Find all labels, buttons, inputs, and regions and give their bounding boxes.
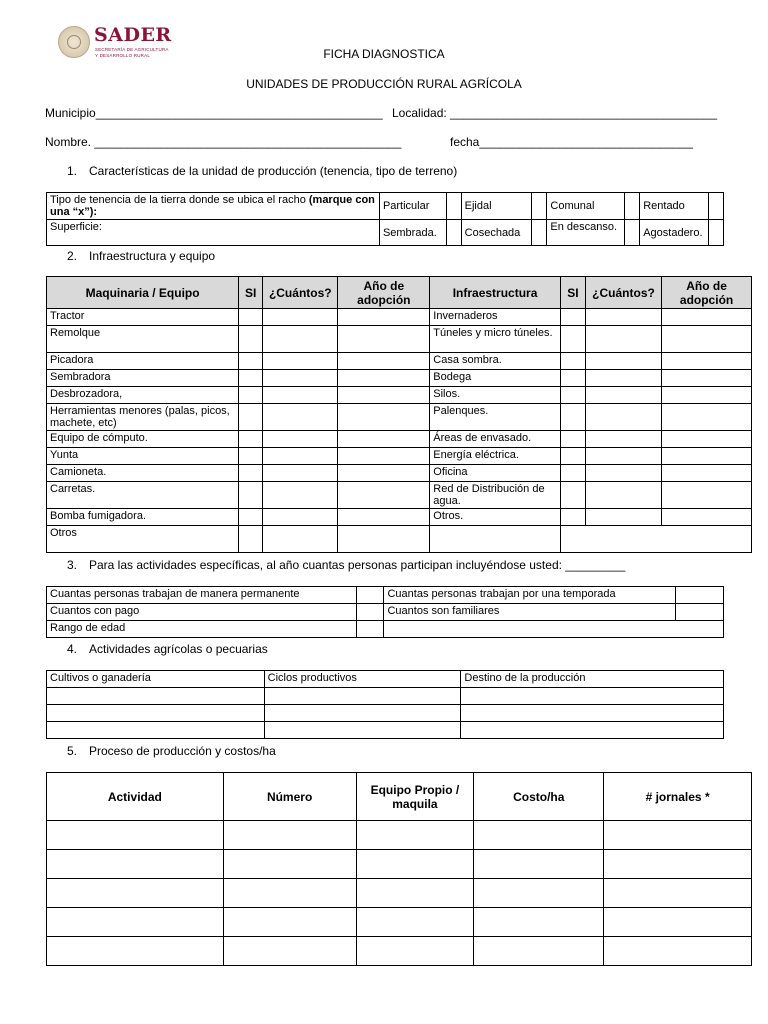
infrastructure-input[interactable] (560, 370, 585, 387)
table-row (47, 482, 752, 509)
col-header: ¿Cuántos? (263, 277, 338, 309)
equipment-input[interactable] (239, 353, 263, 370)
infrastructure-input[interactable] (662, 387, 752, 404)
table-row (47, 404, 752, 431)
infrastructure-input[interactable] (560, 326, 585, 353)
equipment-name: Equipo de cómputo. (47, 431, 239, 448)
equipment-name: Carretas. (47, 482, 239, 509)
infrastructure-input[interactable] (662, 309, 752, 326)
table-row (47, 448, 752, 465)
table-row (47, 370, 752, 387)
personnel-label: Cuantos son familiares (384, 604, 676, 621)
equipment-name: Sembradora (47, 370, 239, 387)
personnel-label: Rango de edad (47, 621, 357, 638)
infrastructure-input[interactable] (560, 509, 585, 526)
equipment-input[interactable] (263, 326, 338, 353)
document-subtitle: UNIDADES DE PRODUCCIÓN RURAL AGRÍCOLA (246, 77, 522, 91)
equipment-input[interactable] (263, 353, 338, 370)
equipment-name: Otros (47, 526, 239, 553)
infrastructure-input[interactable] (560, 353, 585, 370)
section-1-heading: 1. Características de la unidad de producción (tenencia, tipo de terreno) (67, 164, 458, 178)
activity-cell[interactable] (461, 705, 724, 722)
infrastructure-input[interactable] (560, 387, 585, 404)
cost-cell[interactable] (47, 821, 224, 850)
surface-checkbox[interactable] (625, 220, 640, 246)
table-row (47, 309, 752, 326)
infrastructure-input[interactable] (585, 482, 661, 509)
personnel-input[interactable] (384, 621, 724, 638)
activity-cell[interactable] (264, 705, 461, 722)
equipment-input[interactable] (263, 482, 338, 509)
equipment-input[interactable] (239, 509, 263, 526)
col-header: Año de adopción (338, 277, 430, 309)
col-header: Maquinaria / Equipo (47, 277, 239, 309)
equipment-name: Remolque (47, 326, 239, 353)
equipment-name: Camioneta. (47, 465, 239, 482)
tenure-checkbox[interactable] (532, 193, 547, 220)
cost-cell[interactable] (604, 821, 752, 850)
equipment-input[interactable] (239, 370, 263, 387)
equipment-name: Tractor (47, 309, 239, 326)
cost-cell[interactable] (604, 937, 752, 966)
infrastructure-name: Invernaderos (430, 309, 561, 326)
section-4-heading: 4. Actividades agrícolas o pecuarias (67, 642, 268, 656)
activity-cell[interactable] (47, 688, 265, 705)
equipment-input[interactable] (263, 309, 338, 326)
activities-table (46, 670, 724, 739)
equipment-input[interactable] (338, 448, 430, 465)
activity-cell[interactable] (47, 722, 265, 739)
infrastructure-input[interactable] (585, 309, 661, 326)
equipment-input[interactable] (239, 482, 263, 509)
equipment-input[interactable] (338, 326, 430, 353)
infrastructure-input[interactable] (662, 431, 752, 448)
surface-checkbox[interactable] (532, 220, 547, 246)
infrastructure-input[interactable] (662, 353, 752, 370)
equipment-input[interactable] (338, 509, 430, 526)
table-row (47, 326, 752, 353)
col-header: SI (560, 277, 585, 309)
equipment-input[interactable] (239, 387, 263, 404)
equipment-input[interactable] (239, 431, 263, 448)
infrastructure-input[interactable] (585, 431, 661, 448)
infrastructure-input[interactable] (585, 448, 661, 465)
cost-cell[interactable] (47, 908, 224, 937)
infrastructure-input[interactable] (585, 353, 661, 370)
cost-cell[interactable] (47, 850, 224, 879)
infrastructure-name: Otros. (430, 509, 561, 526)
personnel-table (46, 586, 724, 638)
equipment-input[interactable] (263, 387, 338, 404)
equipment-input[interactable] (263, 526, 338, 553)
infrastructure-name: Casa sombra. (430, 353, 561, 370)
table-row (47, 465, 752, 482)
document-title: FICHA DIAGNOSTICA (323, 47, 445, 61)
infrastructure-input[interactable] (585, 370, 661, 387)
cost-cell[interactable] (474, 821, 604, 850)
col-header: Destino de la producción (461, 671, 724, 688)
infrastructure-name: Palenques. (430, 404, 561, 431)
table-row (47, 526, 752, 553)
cost-cell[interactable] (474, 879, 604, 908)
cost-cell[interactable] (356, 908, 474, 937)
personnel-input[interactable] (676, 587, 724, 604)
personnel-label: Cuantas personas trabajan por una temporada (384, 587, 676, 604)
table-row (47, 387, 752, 404)
infrastructure-input[interactable] (560, 404, 585, 431)
cost-cell[interactable] (356, 821, 474, 850)
cost-cell[interactable] (604, 879, 752, 908)
equipment-input[interactable] (263, 465, 338, 482)
personnel-input[interactable] (356, 621, 384, 638)
col-header: Número (223, 773, 356, 821)
infrastructure-table (46, 276, 752, 553)
section-2-heading: 2. Infraestructura y equipo (67, 249, 216, 263)
surface-checkbox[interactable] (708, 220, 723, 246)
cost-cell[interactable] (604, 850, 752, 879)
cost-cell[interactable] (604, 908, 752, 937)
municipio-field[interactable]: Municipio___________________________________________ (45, 106, 383, 120)
infrastructure-name: Bodega (430, 370, 561, 387)
table-row (47, 431, 752, 448)
infrastructure-input[interactable] (662, 509, 752, 526)
personnel-input[interactable] (676, 604, 724, 621)
equipment-name: Herramientas menores (palas, picos, machete, etc) (47, 404, 239, 431)
activity-cell[interactable] (264, 722, 461, 739)
table-row (47, 509, 752, 526)
surface-option: Sembrada. (379, 220, 446, 246)
costs-table (46, 772, 752, 966)
infrastructure-name: Red de Distribución de agua. (430, 482, 561, 509)
equipment-input[interactable] (338, 465, 430, 482)
personnel-input[interactable] (356, 587, 384, 604)
infrastructure-input[interactable] (585, 404, 661, 431)
personnel-label: Cuantos con pago (47, 604, 357, 621)
equipment-input[interactable] (263, 404, 338, 431)
infrastructure-name: Túneles y micro túneles. (430, 326, 561, 353)
fecha-field[interactable]: fecha________________________________ (450, 135, 693, 149)
cost-cell[interactable] (223, 937, 356, 966)
activity-cell[interactable] (461, 722, 724, 739)
table-row (47, 821, 752, 850)
equipment-input[interactable] (263, 448, 338, 465)
infrastructure-input[interactable] (662, 404, 752, 431)
personnel-input[interactable] (356, 604, 384, 621)
localidad-field[interactable]: Localidad: ________________________________________ (392, 106, 717, 120)
tenure-label: Tipo de tenencia de la tierra donde se ubica el racho (marque con una “x”): (47, 193, 380, 220)
cost-cell[interactable] (47, 937, 224, 966)
infrastructure-name: Áreas de envasado. (430, 431, 561, 448)
equipment-input[interactable] (338, 526, 430, 553)
infrastructure-input[interactable] (560, 482, 585, 509)
nombre-field[interactable]: Nombre. ______________________________________________ (45, 135, 402, 149)
tenure-option: Ejidal (461, 193, 532, 220)
cost-cell[interactable] (474, 850, 604, 879)
tenure-option: Particular (379, 193, 446, 220)
cost-cell[interactable] (223, 821, 356, 850)
equipment-name: Picadora (47, 353, 239, 370)
col-header: Cultivos o ganadería (47, 671, 265, 688)
logo-subtitle-2: Y DESARROLLO RURAL (95, 53, 151, 58)
tenure-checkbox[interactable] (625, 193, 640, 220)
equipment-input[interactable] (239, 326, 263, 353)
col-header: Equipo Propio / maquila (356, 773, 474, 821)
infrastructure-input[interactable] (430, 526, 561, 553)
cost-cell[interactable] (356, 850, 474, 879)
infrastructure-input[interactable] (662, 326, 752, 353)
col-header: Infraestructura (430, 277, 561, 309)
activity-cell[interactable] (264, 688, 461, 705)
cost-cell[interactable] (356, 937, 474, 966)
equipment-name: Bomba fumigadora. (47, 509, 239, 526)
cost-cell[interactable] (223, 908, 356, 937)
col-header: ¿Cuántos? (585, 277, 661, 309)
infrastructure-name: Energía eléctrica. (430, 448, 561, 465)
surface-option: Agostadero. (640, 220, 709, 246)
activity-cell[interactable] (461, 688, 724, 705)
tenure-option: Rentado (640, 193, 709, 220)
infrastructure-input[interactable] (560, 448, 585, 465)
infrastructure-input[interactable] (560, 431, 585, 448)
infrastructure-input[interactable] (585, 326, 661, 353)
infrastructure-name: Oficina (430, 465, 561, 482)
col-header: SI (239, 277, 263, 309)
infrastructure-input[interactable] (662, 482, 752, 509)
equipment-input[interactable] (263, 431, 338, 448)
equipment-input[interactable] (338, 431, 430, 448)
infrastructure-input[interactable] (560, 309, 585, 326)
table-row (47, 879, 752, 908)
surface-option: En descanso. (547, 220, 625, 246)
logo-subtitle-1: SECRETARÍA DE AGRICULTURA (95, 47, 169, 52)
tenure-option: Comunal (547, 193, 625, 220)
table-row (47, 937, 752, 966)
tenure-table (46, 192, 724, 246)
surface-option: Cosechada (461, 220, 532, 246)
infrastructure-input[interactable] (560, 526, 751, 553)
logo-brand: SADER (94, 24, 172, 46)
equipment-input[interactable] (338, 482, 430, 509)
equipment-input[interactable] (338, 387, 430, 404)
section-5-heading: 5. Proceso de producción y costos/ha (67, 744, 276, 758)
table-row (47, 908, 752, 937)
equipment-input[interactable] (338, 370, 430, 387)
surface-checkbox[interactable] (446, 220, 461, 246)
equipment-name: Yunta (47, 448, 239, 465)
equipment-input[interactable] (263, 509, 338, 526)
cost-cell[interactable] (474, 908, 604, 937)
table-row (47, 353, 752, 370)
infrastructure-input[interactable] (585, 465, 661, 482)
personnel-label: Cuantas personas trabajan de manera permanente (47, 587, 357, 604)
col-header: Actividad (47, 773, 224, 821)
col-header: # jornales * (604, 773, 752, 821)
infrastructure-input[interactable] (662, 465, 752, 482)
equipment-input[interactable] (239, 448, 263, 465)
cost-cell[interactable] (356, 879, 474, 908)
equipment-input[interactable] (338, 353, 430, 370)
col-header: Costo/ha (474, 773, 604, 821)
surface-label: Superficie: (47, 220, 380, 246)
cost-cell[interactable] (47, 879, 224, 908)
equipment-input[interactable] (239, 526, 263, 553)
equipment-input[interactable] (263, 370, 338, 387)
table-row (47, 850, 752, 879)
equipment-input[interactable] (239, 404, 263, 431)
equipment-input[interactable] (239, 309, 263, 326)
infrastructure-input[interactable] (662, 370, 752, 387)
cost-cell[interactable] (474, 937, 604, 966)
infrastructure-name: Silos. (430, 387, 561, 404)
col-header: Ciclos productivos (264, 671, 461, 688)
infrastructure-input[interactable] (560, 465, 585, 482)
infrastructure-input[interactable] (585, 509, 661, 526)
equipment-name: Desbrozadora, (47, 387, 239, 404)
cost-cell[interactable] (223, 879, 356, 908)
tenure-checkbox[interactable] (708, 193, 723, 220)
equipment-input[interactable] (338, 404, 430, 431)
activity-cell[interactable] (47, 705, 265, 722)
cost-cell[interactable] (223, 850, 356, 879)
equipment-input[interactable] (239, 465, 263, 482)
col-header: Año de adopción (662, 277, 752, 309)
section-3-heading: 3. Para las actividades específicas, al año cuantas personas participan incluyéndose usted: _________ (67, 558, 626, 572)
equipment-input[interactable] (338, 309, 430, 326)
infrastructure-input[interactable] (662, 448, 752, 465)
tenure-checkbox[interactable] (446, 193, 461, 220)
infrastructure-input[interactable] (585, 387, 661, 404)
